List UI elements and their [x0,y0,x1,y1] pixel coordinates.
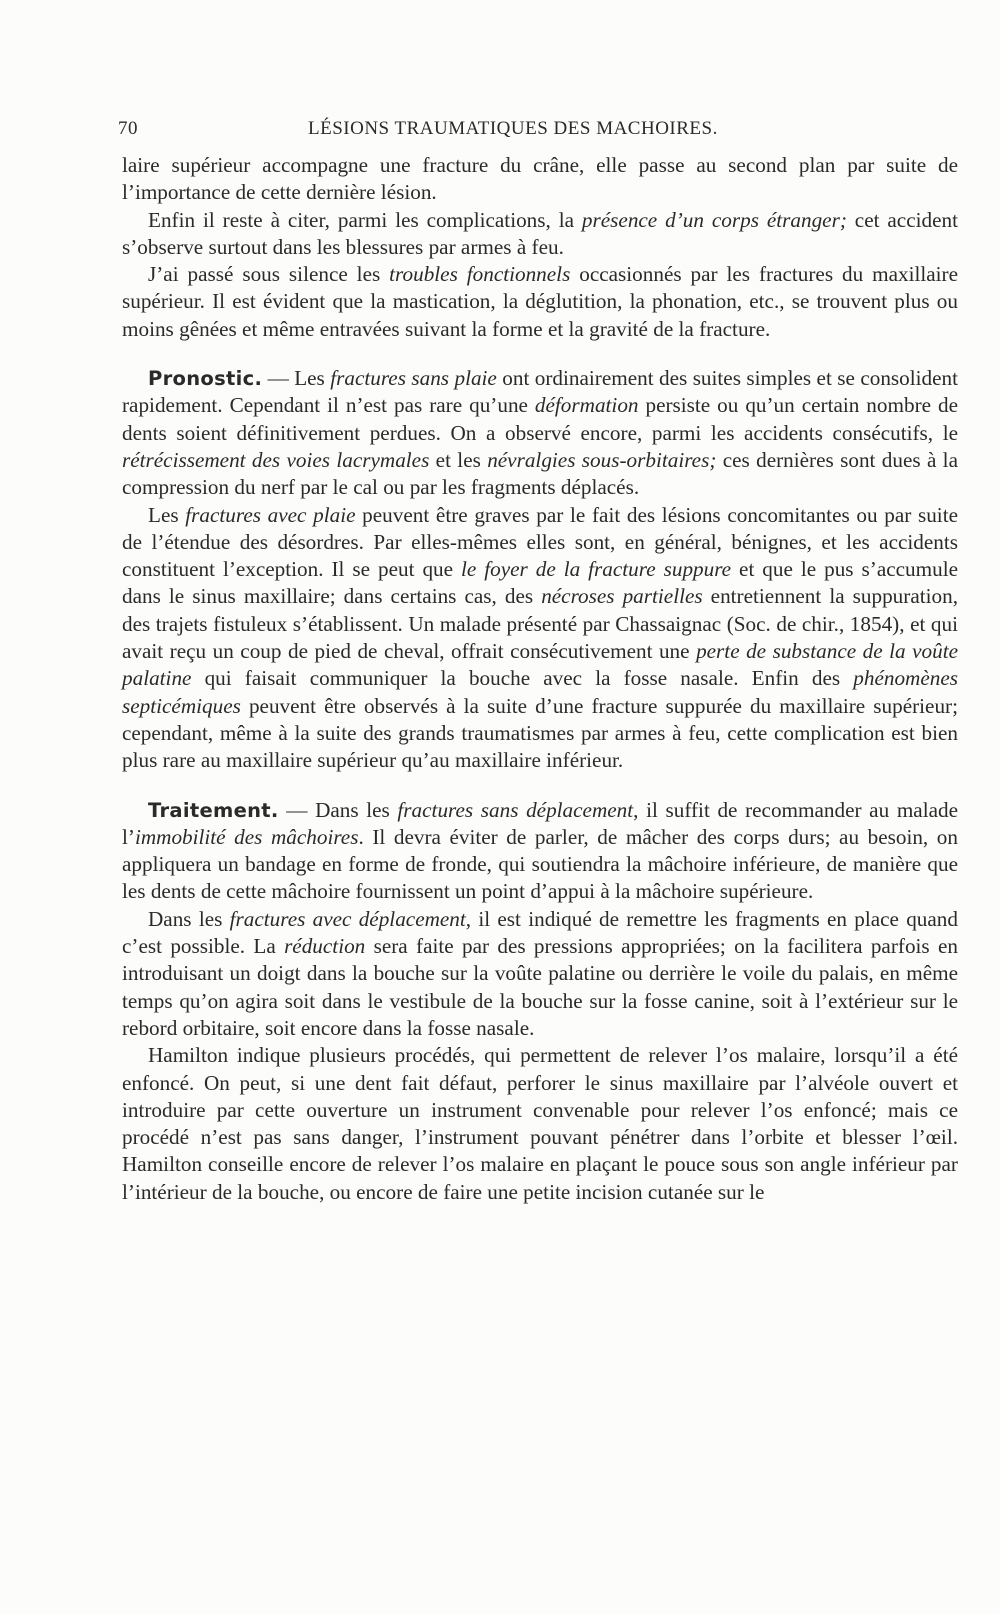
italic-term: fractures sans déplacement [397,797,634,822]
italic-term: névralgies sous-orbitaires; [487,447,717,472]
italic-term: nécroses partielles [541,584,703,609]
italic-term: troubles fonctionnels [389,262,571,287]
paragraph-text: — Dans les [278,797,398,822]
section-heading-traitement: Traitement. [148,798,279,822]
paragraph-fractures-avec-deplacement [122,906,958,1042]
paragraph-text: Hamilton indique plusieurs procédés, qui permettent de relever l’os malaire, lorsqu’il a été enfoncé. On peut, si une dent fait défaut, perforer le sinus maxillaire par l’alvéole ouvert et introduire par cette ouverture un instrument convenable pour relever l’os enfoncé; mais ce procédé n’est pas sans danger, l’instrument pouvant pénétrer dans l’orbite et blesser l’œil. Hamilton conseille encore de relever l’os malaire en plaçant le pouce sous son angle inférieur par l’intérieur de la bouche, ou encore de faire une petite incision cutanée sur le [122,1043,958,1204]
italic-term: fractures avec déplacement [229,906,466,931]
paragraph-fractures-avec-plaie [122,502,958,775]
paragraph-text: cet accident s’observe surtout dans les blessures par armes à feu. [122,207,958,259]
paragraph-text: J’ai passé sous silence les [148,262,390,287]
paragraph-text: Les [148,502,186,527]
paragraph-text: ces dernières sont dues à la compression du nerf par le cal ou par les fragments déplacés. [122,447,958,500]
paragraph-text: Enfin il reste à citer, parmi les complications, la [148,207,582,232]
body-text [122,152,958,1206]
paragraph-text: — Les [262,366,331,391]
italic-term: fractures sans plaie [330,366,497,391]
paragraph-text: persiste ou qu’un certain nombre de dents soient définitivement perdues. On a observé encore, parmi les accidents consécutifs, le [122,393,958,445]
italic-term: fractures avec plaie [185,502,356,527]
paragraph-text: occasionnés par les fractures du maxillaire supérieur. Il est évident que la mastication, la déglutition, la phonation, etc., se trouvent plus ou moins gênées et même entravées suivant la forme et la gravité de la fracture. [122,262,958,341]
paragraph-text: , il est indiqué de remettre les fragments en place quand c’est possible. La [122,906,958,959]
italic-term: le foyer de la fracture suppure [461,557,732,582]
page-header [118,118,940,148]
paragraph-text: ont ordinairement des suites simples et se consolident rapidement. Cependant il n’est pas rare qu’une [122,366,959,418]
paragraph-text: . Il devra éviter de parler, de mâcher des corps durs; au besoin, on appliquera un bandage en forme de fronde, qui soutiendra la mâchoire inférieure, de manière que les dents de cette mâchoire fournissent un point d’appui à la mâchoire supérieure. [122,824,958,904]
italic-term: présence d’un corps étranger; [581,207,847,232]
paragraph-continuation [122,152,958,207]
italic-term: réduction [284,934,366,959]
paragraph-text: sera faite par des pressions appropriées; on la facilitera parfois en introduisant un doigt dans la bouche sur la voûte palatine ou derrière le voile du palais, en même temps qu’on agira soit dans le vestibule de la bouche sur la fosse canine, soit à l’extérieur sur le rebord orbitaire, soit encore dans la fosse nasale. [122,934,958,1040]
paragraph-text: entretiennent la suppuration, des trajets fistuleux s’établissent. Un malade présenté par Chassaignac (Soc. de chir., 1854), et qui avait reçu un coup de pied de cheval, offrait consécutivement une [122,584,958,664]
paragraph-text: , il suffit de recommander au malade l’ [122,797,958,849]
paragraph-text: qui faisait communiquer la bouche avec la fosse nasale. Enfin des [191,666,854,691]
paragraph-complications [122,207,958,262]
italic-term: immobilité des mâchoires [134,824,359,849]
italic-term: phénomènes septicémiques [122,666,958,718]
section-heading-pronostic: Pronostic. [148,367,263,391]
paragraph-text: laire supérieur accompagne une fracture du crâne, elle passe au second plan par suite de l’importance de cette dernière lésion. [122,153,958,205]
paragraph-pronostic [122,365,958,501]
running-title: LÉSIONS TRAUMATIQUES DES MACHOIRES. [308,118,718,139]
italic-term: perte de substance de la voûte palatine [122,639,958,691]
paragraph-text: Dans les [148,906,230,931]
paragraph-traitement [122,797,958,906]
paragraph-hamilton [122,1042,958,1206]
italic-term: rétrécissement des voies lacrymales [122,447,430,472]
page-number: 70 [118,118,138,139]
paragraph-text: peuvent être graves par le fait des lésions concomitantes ou par suite de l’étendue des désordres. Par elles-mêmes elles sont, en général, bénignes, et les accidents constituent l’exception. Il se peut que [122,502,958,582]
italic-term: déformation [534,393,639,418]
paragraph-troubles [122,261,958,343]
paragraph-text: peuvent être observés à la suite d’une fracture suppurée du maxillaire supérieur; cependant, même à la suite des grands traumatismes par armes à feu, cette complication est bien plus rare au maxillaire supérieur qu’au maxillaire inférieur. [122,693,958,773]
paragraph-text: et les [429,447,488,472]
paragraph-text: et que le pus s’accumule dans le sinus maxillaire; dans certains cas, des [122,557,958,609]
